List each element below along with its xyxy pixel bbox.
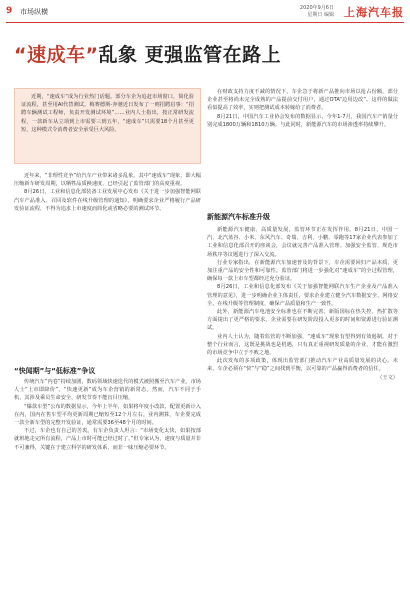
- left-column-top: [14, 172, 201, 363]
- headline-rest: 乱象 更强监管在路上: [98, 44, 282, 66]
- page-header: [6, 4, 404, 23]
- section-name: 市场纵横: [20, 8, 48, 16]
- page-number: 9: [6, 6, 13, 16]
- newspaper-masthead: 上海汽车报: [344, 6, 404, 19]
- paragraph: 此次发布的多项政策，体现出监管部门推动汽车产业高质量发展的决心。未来，车企必须在“快”与“稳”之间找到平衡，以可靠的产品赢得消费者的信任。: [207, 358, 398, 373]
- paragraph: “爆款车型”公布的数据显示，今年上半年，如果将年度小改款、配置更新计入在内，国内在售车型平均更新周期已缩短至12个月左右。业内测算，车企要完成一款全新车型的完整开发验证，通常需要36至48个月的时间。: [14, 403, 201, 427]
- paragraph: 新能源汽车健康、高质量发展，监管环节正在发挥作用。8月21日，中国一汽、北汽蓝谷、小米、东风汽车、奇瑞、吉利、小鹏、零跑等17家企业代表参加了工业和信息化部召开的座谈会，会议就完善产品准入管理、加强安全监管、规范市场秩序等议题进行了深入交流。: [207, 227, 398, 258]
- right-column-top: [207, 88, 398, 208]
- subheading-text: 新能源汽车标准升级: [207, 213, 270, 221]
- left-column-bottom: [14, 378, 201, 588]
- editor-text: 星期日 编辑: [307, 12, 334, 18]
- paragraph: 在财政支持力度不减的情况下，车企急于将新产品推向市场以抢占份额，部分企业甚至将尚未完全成熟的产品提前交付用户，通过OTA“边用边改”。这样的做法看似提高了效率，实则把测试成本转嫁给了消费者。: [207, 89, 398, 112]
- paragraph: 8月26日，工业和信息化部发布《关于加强智能网联汽车生产企业及产品准入管理的意见》，进一步明确企业主体责任，要求企业建立健全汽车数据安全、网络安全、在线升级等管理制度，确保产品质量和生产一致性。: [207, 284, 398, 307]
- subheading-2: [207, 212, 270, 222]
- date-text: 2020年9月6日: [299, 5, 334, 11]
- paragraph: 行业专家指出，在新能源汽车加速普及的背景下，车企需要回归产品本质，更加注重产品的安全性和可靠性。监管部门将进一步强化对“速成车”的全过程管理，确保每一款上市车型都经过充分验证。: [207, 259, 398, 283]
- paragraph: 此外，新能源汽车电池安全标准也在不断完善。新版国标在热失控、热扩散等方面提出了更严格的要求，企业需要在研发阶段投入更多的时间和资源进行验证测试。: [207, 309, 398, 332]
- summary-text: 近期，“速成车”成为行业热门话题。部分车企为追赶市场窗口，简化验证流程，甚至用AI代替测试。梅赛德斯-奔驰近日发布了一则招聘启事：“招聘车辆测试工程师，负责开发测试环境”……业内人士指出，按正常研发流程，一款新车从立项到上市需要三到五年，“速成车”只需要18个月甚至更短，这种模式令消费者安全承受巨大风险。: [21, 94, 194, 133]
- paragraph: 近年来，“非理性竞争”给汽车产业带来诸多乱象。其中“速成车”现象，即大幅压缩新车研发周期，以牺牲品质换速度，已经引起了监管部门的高度重视。: [14, 173, 201, 188]
- headline-quoted: “速成车”: [14, 44, 99, 66]
- paragraph: 8月21日，中国汽车工业协会发布的数据显示，今年1-7月，我国汽车产销量分别完成1800万辆和1810万辆。与此同时，新能源汽车的市场渗透率持续攀升。: [207, 113, 398, 128]
- right-column-bottom: [207, 226, 398, 588]
- paragraph: 8月26日，工业和信息化部装备工业发展中心发布《关于进一步加强智能网联汽车产品准入、召回及软件在线升级管理的通知》，明确要求企业严格履行产品研发验证流程，不得为追求上市速度而简化或省略必要的测试环节。: [14, 189, 201, 212]
- paragraph: 业内人士认为，随着监管的不断加强，“速成车”现象有望得到有效遏制。对于整个行业而言，这既是挑战也是机遇，只有真正重视研发质量的企业，才能在激烈的市场竞争中立于不败之地。: [207, 333, 398, 357]
- date-info: [300, 5, 334, 19]
- article-headline: [14, 40, 394, 67]
- byline: （王文）: [377, 374, 398, 381]
- subheading-text: “快闻期”与“低标准”争议: [14, 367, 96, 375]
- subheading-1: [14, 366, 95, 376]
- paragraph: 不过，车企也有自己的苦衷。有车企负责人坦言：“市场变化太快，如果按部就班地走完所有流程，产品上市时可能已经过时了。”但专家认为，速度与质量并非不可兼得，关键在于建立科学的研发体系，而非一味压缩必要环节。: [14, 428, 201, 451]
- paragraph: 传统汽车“内卷”持续加剧，数码领域快速迭代的模式被照搬至汽车产业。市场人士“上市即降价”，“快速更新”成为车企营销的新常态。然而，汽车不同于手机，其涉及乘员生命安全，研发节奏不能盲目压缩。: [14, 379, 201, 402]
- summary-box: [14, 88, 201, 164]
